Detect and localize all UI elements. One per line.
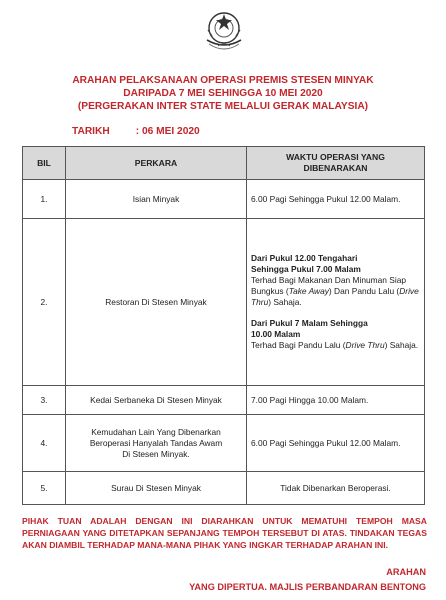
row-2-block1-bold-2: Sehingga Pukul 7.00 Malam [251,264,361,274]
council-crest-logo [196,6,252,60]
row-2-block1-drive-thru: Drive Thru [251,286,419,307]
heading-line-2: DARIPADA 7 MEI SEHINGGA 10 MEI 2020 [123,88,323,99]
table-header-row [23,147,425,180]
row-3-perkara: Kedai Serbaneka Di Stesen Minyak [66,386,247,415]
date-line [72,126,200,137]
row-4-perkara-line-3: Di Stesen Minyak. [122,448,190,459]
row-2-perkara: Restoran Di Stesen Minyak [66,219,247,386]
row-5-perkara: Surau Di Stesen Minyak [66,472,247,505]
table-row [23,180,425,219]
table-row [23,386,425,415]
row-2-bil: 2. [23,219,66,386]
signature-arahan: ARAHAN [386,567,426,577]
row-2-block2-text-1: Terhad Bagi Pandu Lalu ( [251,340,346,350]
operation-hours-table [22,146,425,505]
signature-issuer: YANG DIPERTUA. MAJLIS PERBANDARAN BENTONG [189,582,426,592]
row-4-perkara-line-2: Beroperasi Hanyalah Tandas Awam [89,437,223,448]
row-2-block1-text-3: ) Sahaja. [268,297,302,307]
row-1-waktu: 6.00 Pagi Sehingga Pukul 12.00 Malam. [247,180,425,219]
row-3-bil: 3. [23,386,66,415]
heading-line-1: ARAHAN PELAKSANAAN OPERASI PREMIS STESEN MINYAK [72,75,374,86]
header-bil: BIL [23,147,66,180]
row-4-bil: 4. [23,415,66,472]
row-2-block2-text-2: ) Sahaja. [384,340,419,350]
row-4-perkara-line-1: Kemudahan Lain Yang Dibenarkan [91,426,221,437]
table-row [23,472,425,505]
row-1-perkara: Isian Minyak [66,180,247,219]
row-1-bil: 1. [23,180,66,219]
row-5-bil: 5. [23,472,66,505]
row-2-block1-text-2: ) Dan Pandu Lalu ( [328,286,400,296]
row-2-block2-bold-1: Dari Pukul 7 Malam Sehingga [251,318,368,328]
row-2-block1-text-1: Terhad Bagi Makanan Dan Minuman Siap Bungkus ( [251,275,407,296]
date-label: TARIKH [72,126,110,137]
row-2-block2-drive-thru: Drive Thru [345,340,385,350]
row-2-block1-bold-1: Dari Pukul 12.00 Tengahari [251,253,358,263]
header-waktu-line-1: WAKTU OPERASI YANG [286,152,385,162]
date-value: : 06 MEI 2020 [135,126,200,137]
row-2-waktu [247,219,425,386]
row-2-block1-take-away: Take Away [288,286,329,296]
row-4-waktu: 6.00 Pagi Sehingga Pukul 12.00 Malam. [247,415,425,472]
document-heading [0,74,446,113]
row-4-perkara [66,415,247,472]
header-waktu [247,147,425,180]
table-row [23,219,425,386]
header-perkara: PERKARA [66,147,247,180]
notice-paragraph: PIHAK TUAN ADALAH DENGAN INI DIARAHKAN UNTUK MEMATUHI TEMPOH MASA PERNIAGAAN YANG DITETAPKAN SEPANJANG TEMPOH TERSEBUT DI ATAS. TINDAKAN TEGAS AKAN DIAMBIL TERHADAP MANA-MANA PIHAK YANG INGKAR TERHADAP ARAHAN INI. [22,516,427,550]
row-3-waktu: 7.00 Pagi Hingga 10.00 Malam. [247,386,425,415]
row-2-block2-bold-2: 10.00 Malam [251,329,301,339]
row-5-waktu: Tidak Dibenarkan Beroperasi. [247,472,425,505]
header-waktu-line-2: DIBENARAKAN [303,163,368,173]
table-row [23,415,425,472]
heading-line-3: (PERGERAKAN INTER STATE MELALUI GERAK MALAYSIA) [77,101,369,112]
